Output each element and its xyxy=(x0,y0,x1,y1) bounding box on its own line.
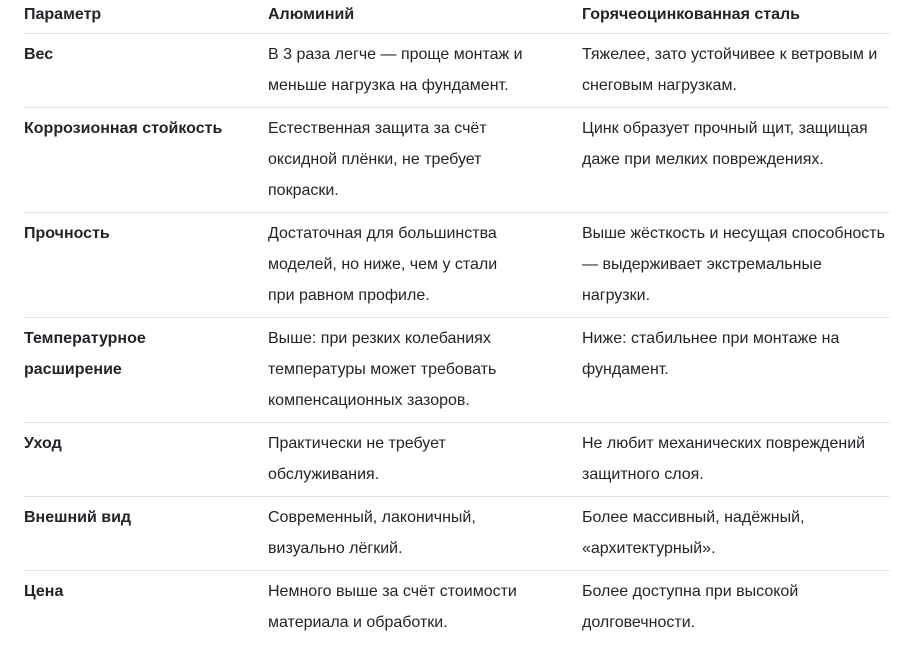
table-row-price xyxy=(24,571,890,645)
table-row-appearance xyxy=(24,497,890,571)
row-label-corrosion: Коррозионная стойкость xyxy=(24,108,268,213)
cell-steel-corrosion: Цинк образует прочный щит, защищая даже при мелких повреждениях. xyxy=(582,108,890,213)
table-row-corrosion xyxy=(24,108,890,213)
table-row-maintenance xyxy=(24,423,890,497)
row-label-appearance: Внешний вид xyxy=(24,497,268,571)
cell-aluminum-appearance: Современный, лаконичный, визуально лёгкий. xyxy=(268,497,582,571)
header-parameter: Параметр xyxy=(24,0,268,34)
row-label-strength: Прочность xyxy=(24,213,268,318)
cell-steel-thermal-expansion: Ниже: стабильнее при монтаже на фундамент. xyxy=(582,318,890,423)
row-label-weight: Вес xyxy=(24,34,268,108)
table-row-weight xyxy=(24,34,890,108)
cell-aluminum-price: Немного выше за счёт стоимости материала и обработки. xyxy=(268,583,517,631)
header-row xyxy=(24,0,890,34)
cell-aluminum-corrosion: Естественная защита за счёт оксидной плёнки, не требует покраски. xyxy=(268,108,582,213)
row-label-thermal-expansion: Температурное расширение xyxy=(24,318,268,423)
table-row-thermal-expansion xyxy=(24,318,890,423)
cell-aluminum-maintenance: Практически не требует обслуживания. xyxy=(268,423,582,497)
cell-steel-maintenance: Не любит механических повреждений защитного слоя. xyxy=(582,423,890,497)
row-label-price: Цена xyxy=(24,583,64,600)
cell-aluminum-weight: В 3 раза легче — проще монтаж и меньше нагрузка на фундамент. xyxy=(268,34,582,108)
cell-steel-price: Более доступна при высокой долговечности. xyxy=(582,583,799,631)
cell-aluminum-strength: Достаточная для большинства моделей, но ниже, чем у стали при равном профиле. xyxy=(268,213,582,318)
cell-steel-appearance: Более массивный, надёжный, «архитектурный». xyxy=(582,497,890,571)
cell-steel-weight: Тяжелее, зато устойчивее к ветровым и снеговым нагрузкам. xyxy=(582,34,890,108)
header-galvanized-steel: Горячеоцинкованная сталь xyxy=(582,0,890,34)
table-row-strength xyxy=(24,213,890,318)
cell-steel-strength: Выше жёсткость и несущая способность — выдерживает экстремальные нагрузки. xyxy=(582,213,890,318)
comparison-table xyxy=(24,0,890,644)
row-label-maintenance: Уход xyxy=(24,423,268,497)
header-aluminum: Алюминий xyxy=(268,0,582,34)
cell-aluminum-thermal-expansion: Выше: при резких колебаниях температуры может требовать компенсационных зазоров. xyxy=(268,318,582,423)
